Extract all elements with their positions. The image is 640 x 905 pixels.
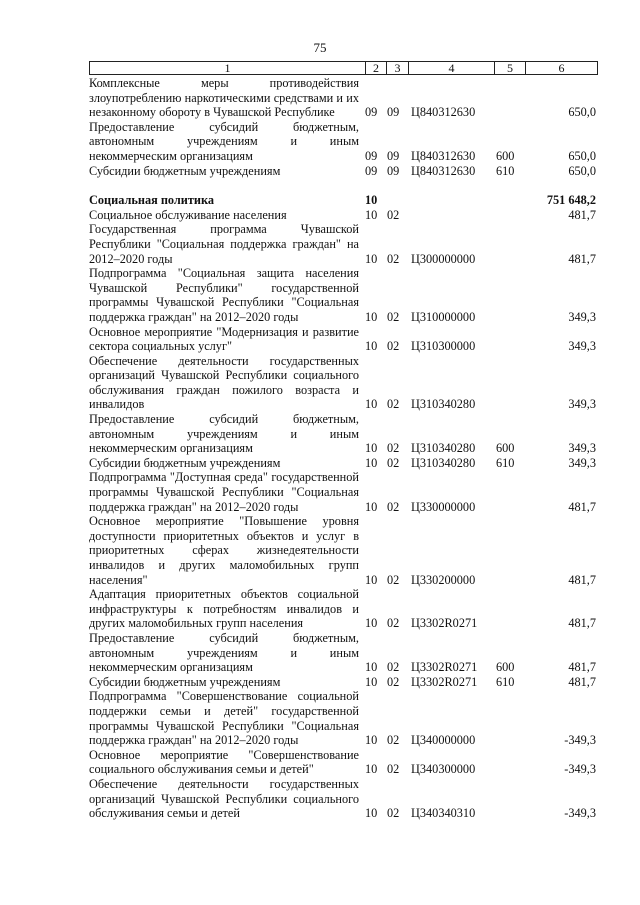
row-c4: Ц3302R0271	[411, 616, 478, 631]
row-c2: 09	[365, 148, 378, 163]
row-c4: Ц300000000	[411, 251, 476, 266]
row-c3: 02	[387, 762, 400, 777]
row-description: Подпрограмма "Совершенствование социальной поддержки семьи и детей" государственной программы Чувашской Республики "Социальная поддержка граждан" на 2012–2020 годы	[89, 689, 359, 748]
table-body	[89, 76, 598, 821]
table-row	[89, 164, 598, 179]
table-row	[89, 266, 598, 324]
row-c4: Ц310340280	[411, 397, 476, 412]
row-c6: 349,3	[568, 397, 596, 412]
row-c2: 10	[365, 193, 378, 208]
row-c6: 349,3	[568, 441, 596, 456]
row-c6: 481,7	[568, 660, 596, 675]
row-description: Субсидии бюджетным учреждениям	[89, 455, 281, 470]
row-c2: 10	[365, 572, 378, 587]
table-row	[89, 514, 598, 587]
row-c2: 10	[365, 455, 378, 470]
row-c3: 09	[387, 148, 400, 163]
row-c3: 02	[387, 455, 400, 470]
row-c2: 10	[365, 660, 378, 675]
row-c3: 02	[387, 660, 400, 675]
header-col-6: 6	[558, 61, 565, 75]
table-row	[89, 76, 598, 120]
row-c6: 481,7	[568, 674, 596, 689]
row-c6: 650,0	[568, 105, 596, 120]
row-c2: 09	[365, 163, 378, 178]
row-c4: Ц310340280	[411, 441, 476, 456]
table-row	[89, 120, 598, 164]
table-row	[89, 675, 598, 690]
header-col-2: 2	[366, 62, 387, 74]
row-c4: Ц840312630	[411, 105, 476, 120]
table-row	[89, 689, 598, 747]
table-row	[89, 208, 598, 223]
table-row	[89, 412, 598, 456]
row-c2: 10	[365, 616, 378, 631]
row-c4: Ц310340280	[411, 455, 476, 470]
row-c5: 600	[496, 441, 515, 456]
row-c6: 349,3	[568, 339, 596, 354]
row-description: Адаптация приоритетных объектов социальной инфраструктуры к потребностям инвалидов и других маломобильных групп населения	[89, 587, 359, 631]
row-c3: 02	[387, 207, 400, 222]
row-c2: 10	[365, 309, 378, 324]
row-c2: 10	[365, 762, 378, 777]
row-c4: Ц310000000	[411, 309, 476, 324]
row-c6: 650,0	[568, 148, 596, 163]
row-c2: 10	[365, 674, 378, 689]
row-c6: 349,3	[568, 455, 596, 470]
row-c6: 481,7	[568, 616, 596, 631]
header-col-5: 5	[495, 62, 526, 74]
row-c4: Ц330000000	[411, 499, 476, 514]
row-description: Основное мероприятие "Повышение уровня доступности приоритетных объектов и услуг в приоритетных сферах жизнедеятельности инвалидов и других маломобильных групп населения"	[89, 514, 359, 587]
row-c5: 610	[496, 163, 515, 178]
row-c6: 751 648,2	[546, 193, 596, 208]
row-description: Предоставление субсидий бюджетным, автономным учреждениям и иным некоммерческим организациям	[89, 412, 359, 456]
table-row	[89, 748, 598, 777]
row-description: Государственная программа Чувашской Республики "Социальная поддержка граждан" на 2012–2020 годы	[89, 222, 359, 266]
row-description: Основное мероприятие "Модернизация и развитие сектора социальных услуг"	[89, 324, 359, 354]
row-c6: -349,3	[564, 806, 596, 821]
row-c4: Ц840312630	[411, 148, 476, 163]
row-c4: Ц340300000	[411, 762, 476, 777]
row-c3: 02	[387, 397, 400, 412]
table-row	[89, 631, 598, 675]
row-description: Подпрограмма "Доступная среда" государственной программы Чувашской Республики "Социальная поддержка граждан" на 2012–2020 годы	[89, 470, 359, 514]
header-col-3: 3	[387, 62, 409, 74]
row-c3: 02	[387, 806, 400, 821]
row-c3: 09	[387, 163, 400, 178]
row-c2: 10	[365, 207, 378, 222]
row-spacer	[89, 178, 598, 193]
row-description: Обеспечение деятельности государственных организаций Чувашской Республики социального обслуживания граждан пожилого возраста и инвалидов	[89, 353, 359, 412]
table-row	[89, 456, 598, 471]
table-row	[89, 222, 598, 266]
row-c2: 10	[365, 499, 378, 514]
row-c6: 481,7	[568, 572, 596, 587]
row-description: Комплексные меры противодействия злоупотреблению наркотическими средствами и их незаконному обороту в Чувашской Республике	[89, 76, 359, 120]
row-c6: 650,0	[568, 163, 596, 178]
row-description: Субсидии бюджетным учреждениям	[89, 674, 281, 689]
row-c2: 10	[365, 339, 378, 354]
row-c4: Ц340000000	[411, 733, 476, 748]
row-c3: 02	[387, 572, 400, 587]
table-row	[89, 470, 598, 514]
row-c6: 481,7	[568, 251, 596, 266]
row-c3: 02	[387, 499, 400, 514]
row-c3: 02	[387, 339, 400, 354]
row-c3: 02	[387, 309, 400, 324]
page-number: 75	[313, 40, 327, 55]
row-c6: 481,7	[568, 207, 596, 222]
row-description: Подпрограмма "Социальная защита населения Чувашской Республики" государственной программы Чувашской Республики "Социальная поддержка граждан" на 2012–2020 годы	[89, 266, 359, 324]
row-description: Обеспечение деятельности государственных организаций Чувашской Республики социального обслуживания семьи и детей	[89, 776, 359, 821]
row-c6: 349,3	[568, 309, 596, 324]
row-c2: 10	[365, 733, 378, 748]
table-header	[89, 61, 598, 75]
row-description: Субсидии бюджетным учреждениям	[89, 163, 281, 178]
row-c4: Ц840312630	[411, 163, 476, 178]
row-c3: 02	[387, 616, 400, 631]
row-c5: 610	[496, 674, 515, 689]
row-c6: 481,7	[568, 499, 596, 514]
row-c3: 02	[387, 441, 400, 456]
row-description: Предоставление субсидий бюджетным, автономным учреждениям и иным некоммерческим организациям	[89, 630, 359, 675]
row-description: Социальная политика	[89, 193, 215, 208]
row-c3: 02	[387, 733, 400, 748]
row-c2: 10	[365, 806, 378, 821]
row-description: Социальное обслуживание населения	[89, 207, 287, 222]
table-row	[89, 354, 598, 412]
row-c2: 09	[365, 105, 378, 120]
table-row	[89, 325, 598, 354]
table-row	[89, 193, 598, 208]
row-c3: 09	[387, 105, 400, 120]
row-description: Предоставление субсидий бюджетным, автономным учреждениям и иным некоммерческим организациям	[89, 119, 359, 163]
row-c2: 10	[365, 397, 378, 412]
row-c6: -349,3	[564, 733, 596, 748]
table-row	[89, 587, 598, 631]
row-c5: 600	[496, 148, 515, 163]
row-c4: Ц340340310	[411, 806, 476, 821]
row-c4: Ц310300000	[411, 339, 476, 354]
row-c3: 02	[387, 251, 400, 266]
row-c2: 10	[365, 251, 378, 266]
table-row	[89, 777, 598, 821]
row-c4: Ц3302R0271	[411, 674, 478, 689]
row-description: Основное мероприятие "Совершенствование социального обслуживания семьи и детей"	[89, 747, 359, 777]
row-c4: Ц3302R0271	[411, 660, 478, 675]
row-c4: Ц330200000	[411, 572, 476, 587]
header-col-4: 4	[409, 62, 495, 74]
row-c5: 600	[496, 660, 515, 675]
row-c3: 02	[387, 674, 400, 689]
row-c5: 610	[496, 455, 515, 470]
header-col-1: 1	[90, 62, 366, 74]
row-c6: -349,3	[564, 762, 596, 777]
row-c2: 10	[365, 441, 378, 456]
